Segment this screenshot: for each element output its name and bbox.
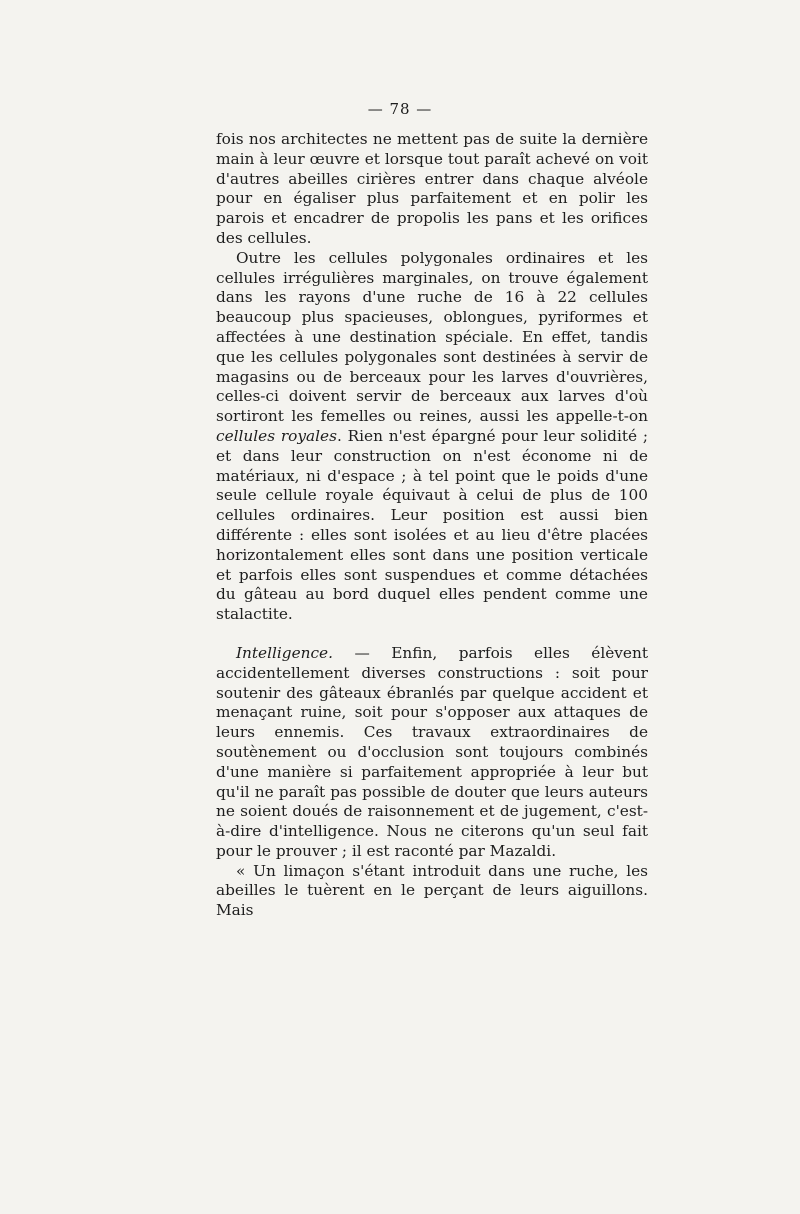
- paragraph-2-text-after: . Rien n'est épargné pour leur solidité ; et dans leur construction on n'est économe ni de matériaux, ni d'espace ; à tel point que le poids d'une seule cellule royale équivaut à celui de plus de 100 cellules ordinaires. Leur position est aussi bien différente : elles sont isolées et au lieu d'être placées horizontalement elles sont dans une position verticale et parfois elles sont suspendues et comme détachées du gâteau au bord duquel elles pendent comme une stalactite.: [216, 426, 648, 624]
- paragraph-2-text-before: Outre les cellules polygonales ordinaires et les cellules irrégulières marginales, on trouve également dans les rayons d'une ruche de 16 à 22 cellules beaucoup plus spacieuses, oblongues, pyriformes et affectées à une destination spéciale. En effet, tandis que les cellules polygonales sont destinées à servir de magasins ou de berceaux pour les larves d'ouvrières, celles-ci doivent servir de berceaux aux larves d'où sortiront les femelles ou reines, aussi les appelle-t-on: [216, 248, 648, 426]
- paragraph-1-text: fois nos architectes ne mettent pas de suite la dernière main à leur œuvre et lorsque tout paraît achevé on voit d'autres abeilles cirières entrer dans chaque alvéole pour en égaliser plus parfaitement et en polir les parois et encadrer de propolis les pans et les orifices des cellules.: [216, 130, 648, 247]
- body-text: [216, 130, 648, 921]
- paragraph-1: [216, 130, 648, 249]
- paragraph-4-text: « Un limaçon s'étant introduit dans une ruche, les abeilles le tuèrent en le perçant de leurs aiguillons. Mais: [216, 861, 648, 920]
- paragraph-3: [216, 644, 648, 862]
- paragraph-3-text: — Enfin, parfois elles élèvent accidentellement diverses constructions : soit pour soutenir des gâteaux ébranlés par quelque accident et menaçant ruine, soit pour s'opposer aux attaques de leurs ennemis. Ces travaux extraordinaires de soutènement ou d'occlusion sont toujours combinés d'une manière si parfaitement appropriée à leur but qu'il ne paraît pas possible de douter que leurs auteurs ne soient doués de raisonnement et de jugement, c'est-à-dire d'intelligence. Nous ne citerons qu'un seul fait pour le prouver ; il est raconté par Mazaldi.: [216, 643, 648, 860]
- section-heading-intelligence: Intelligence.: [236, 643, 333, 662]
- page-number: — 78 —: [367, 100, 433, 118]
- paragraph-2-italic-term: cellules royales: [216, 426, 337, 445]
- paragraph-4: [216, 862, 648, 921]
- paragraph-2: [216, 249, 648, 625]
